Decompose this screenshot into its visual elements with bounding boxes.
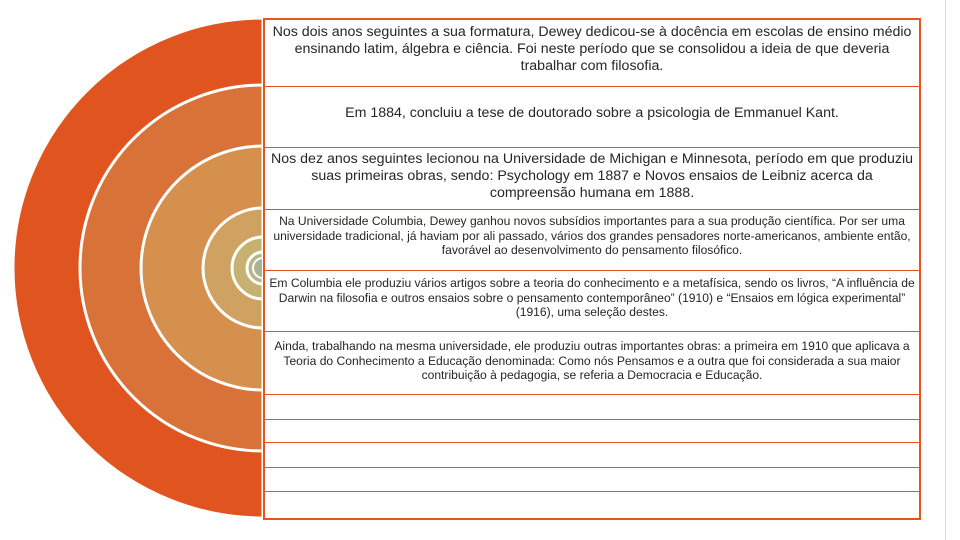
divider xyxy=(263,147,921,148)
slide-edge-line xyxy=(945,0,946,540)
divider xyxy=(263,331,921,332)
divider xyxy=(263,491,921,492)
list-item-3 xyxy=(263,151,921,208)
divider xyxy=(263,467,921,468)
list-item-text: Nos dez anos seguintes lecionou na Universidade de Michigan e Minnesota, período em que produziu suas primeiras obras, sendo: Psychology em 1887 e Novos ensaios de Leibniz acerca da compreensão humana em 1888. xyxy=(271,151,913,201)
divider xyxy=(263,270,921,271)
list-item-text: Em Columbia ele produziu vários artigos sobre a teoria do conhecimento e a metafísica, sendo os livros, “A influência de Darwin na filosofia e outros ensaios sobre o pensamento contemporâneo” (1910) e “Ensaios em lógica experimental” (1916), uma seleção destes. xyxy=(269,276,915,319)
list-item-text: Na Universidade Columbia, Dewey ganhou novos subsídios importantes para a sua produção científica. Por ser uma universidade tradicional, já haviam por ali passado, vários dos grandes pensadores norte-americanos, ambiente então, favorável ao desenvolvimento do pensamento filosófico. xyxy=(273,214,911,257)
concentric-arcs-graphic xyxy=(0,0,270,540)
list-item-text: Ainda, trabalhando na mesma universidade, ele produziu outras importantes obras: a primeira em 1910 que aplicava a Teoria do Conhecimento a Educação denominada: Como nós Pensamos e a outra que foi considerada a sua maior contribuição à pedagogia, se referia a Democracia e Educação. xyxy=(274,339,910,382)
list-item-4 xyxy=(263,214,921,270)
list-item-2 xyxy=(263,105,921,145)
list-item-text: Em 1884, concluiu a tese de doutorado sobre a psicologia de Emmanuel Kant. xyxy=(345,105,839,121)
list-item-6 xyxy=(263,339,921,393)
divider xyxy=(263,86,921,87)
list-item-1 xyxy=(263,24,921,84)
list-item-5 xyxy=(263,276,921,330)
divider xyxy=(263,419,921,420)
list-item-text: Nos dois anos seguintes a sua formatura, Dewey dedicou-se à docência em escolas de ensino médio ensinando latim, álgebra e ciência. Foi neste período que se consolidou a ideia de que deveria trabalhar com filosofia. xyxy=(272,24,912,74)
divider xyxy=(263,394,921,395)
divider xyxy=(263,209,921,210)
divider xyxy=(263,442,921,443)
